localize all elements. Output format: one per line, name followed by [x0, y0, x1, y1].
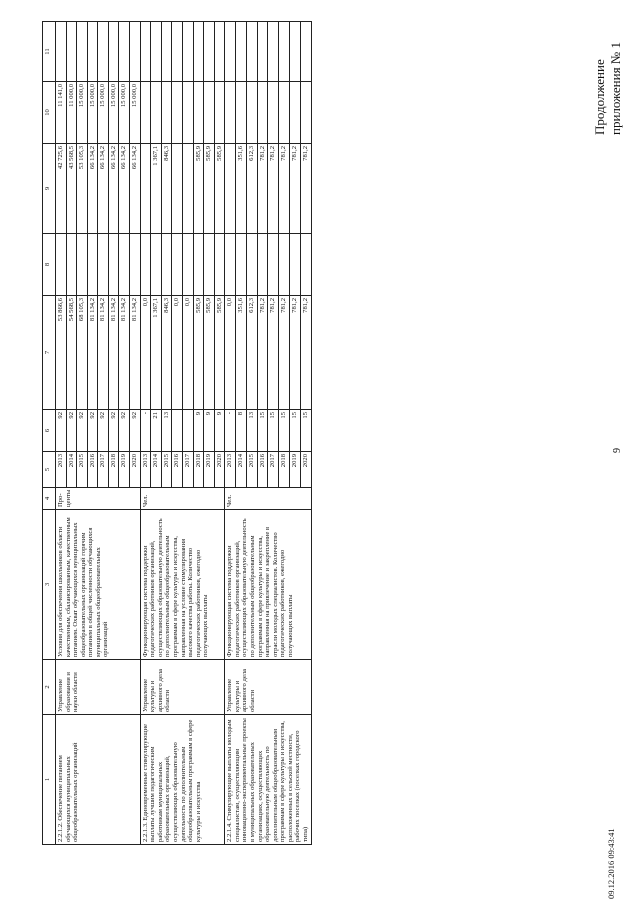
value-cell: [225, 22, 236, 82]
value-cell: 15 000,0: [98, 82, 109, 144]
value-cell: 585,9: [204, 296, 215, 410]
value-cell: 81 134,2: [87, 296, 98, 410]
value-cell: [151, 22, 162, 82]
value-cell: [204, 22, 215, 82]
value-cell: 15: [289, 410, 300, 452]
value-cell: 81 134,2: [119, 296, 130, 410]
measure-cell: 2.2.1.4. Стимулирующие выплаты молодым специалистам, осуществляющим инновационно-экспериментальные проекты в муниципальных образовательных организациях, осуществляющих образовательную деятельность по дополнительным общеобразовательным программам в сфере культуры и искусства, расположенных в сельской местности, рабочих поселках (поселках городского типа): [225, 715, 311, 845]
value-cell: [257, 22, 268, 82]
value-cell: [161, 82, 172, 144]
year-cell: 2019: [289, 452, 300, 488]
value-cell: 54 568,5: [66, 296, 77, 410]
value-cell: [289, 234, 300, 296]
value-cell: 92: [77, 410, 88, 452]
value-cell: [257, 234, 268, 296]
value-cell: [151, 82, 162, 144]
value-cell: 781,2: [268, 296, 279, 410]
unit-cell: Чел.: [140, 488, 225, 510]
value-cell: 0,0: [140, 296, 151, 410]
measure-cell: 2.2.1.3. Единовременные стимулирующие выплаты лучшим педагогическим работникам муниципальных образовательных организаций, осуществляющих образовательную деятельность по дополнительным общеобразовательным программам в сфере культуры и искусства: [140, 715, 225, 845]
value-cell: [193, 22, 204, 82]
column-number-row: [43, 22, 56, 845]
value-cell: [140, 234, 151, 296]
value-cell: [172, 144, 183, 234]
value-cell: [182, 82, 193, 144]
value-cell: 13: [161, 410, 172, 452]
year-cell: 2015: [77, 452, 88, 488]
value-cell: 81 134,2: [108, 296, 119, 410]
value-cell: 15 000,0: [108, 82, 119, 144]
value-cell: [140, 82, 151, 144]
value-cell: 8: [236, 410, 247, 452]
value-cell: 81 134,2: [130, 296, 141, 410]
column-number: 4: [43, 488, 56, 510]
value-cell: [268, 82, 279, 144]
column-number: 3: [43, 510, 56, 660]
value-cell: [225, 234, 236, 296]
value-cell: [151, 234, 162, 296]
value-cell: [289, 22, 300, 82]
value-cell: [66, 234, 77, 296]
value-cell: 9: [204, 410, 215, 452]
value-cell: [87, 234, 98, 296]
value-cell: [172, 82, 183, 144]
value-cell: [77, 22, 88, 82]
value-cell: 92: [56, 410, 67, 452]
value-cell: [300, 82, 311, 144]
value-cell: 53 866,6: [56, 296, 67, 410]
value-cell: 53 105,3: [77, 144, 88, 234]
value-cell: [204, 82, 215, 144]
value-cell: 781,2: [268, 144, 279, 234]
value-cell: 92: [98, 410, 109, 452]
year-cell: 2013: [225, 452, 236, 488]
executor-cell: Управление культуры и архивного дела области: [225, 660, 311, 715]
value-cell: 81 134,2: [98, 296, 109, 410]
value-cell: 66 134,2: [98, 144, 109, 234]
value-cell: 92: [66, 410, 77, 452]
value-cell: 585,9: [214, 144, 225, 234]
indicator-cell: Функционирующая система поддержки педагогических работников организаций, осуществляющих образовательную деятельность по дополнительным общеобразовательным программам в сфере культуры и искусства, направленная на условие стимулирования высокого качества работы. Количество педагогических работников, ежегодно получающих выплаты: [140, 510, 225, 660]
value-cell: 13: [246, 410, 257, 452]
value-cell: 781,2: [289, 144, 300, 234]
value-cell: [182, 234, 193, 296]
value-cell: [108, 22, 119, 82]
value-cell: [87, 22, 98, 82]
value-cell: [161, 22, 172, 82]
value-cell: 781,2: [279, 296, 290, 410]
year-cell: 2016: [172, 452, 183, 488]
value-cell: [140, 22, 151, 82]
year-cell: 2014: [66, 452, 77, 488]
value-cell: 43 568,5: [66, 144, 77, 234]
year-cell: 2016: [257, 452, 268, 488]
value-cell: [279, 82, 290, 144]
value-cell: 585,9: [193, 296, 204, 410]
column-number: 6: [43, 410, 56, 452]
year-cell: 2014: [151, 452, 162, 488]
value-cell: 15 000,0: [87, 82, 98, 144]
value-cell: [300, 22, 311, 82]
table-row: [225, 22, 236, 845]
column-number: 2: [43, 660, 56, 715]
value-cell: 1 367,1: [151, 144, 162, 234]
value-cell: [77, 234, 88, 296]
value-cell: [98, 22, 109, 82]
value-cell: [289, 82, 300, 144]
value-cell: 351,6: [236, 296, 247, 410]
year-cell: 2015: [161, 452, 172, 488]
value-cell: 781,2: [257, 296, 268, 410]
unit-cell: Про-центы: [56, 488, 141, 510]
table-body: [43, 22, 312, 845]
indicator-cell: Условия для обеспечения школьников области качественным, сбалансированным, качественным питанием. Охват обучающихся муниципальных общеобразовательных организаций горячим питанием в общей численности обучающихся муниципальных общеобразовательных организаций: [56, 510, 141, 660]
value-cell: [119, 22, 130, 82]
value-cell: [172, 234, 183, 296]
year-cell: 2019: [204, 452, 215, 488]
continuation-title: Продолжение приложения № 1: [592, 42, 623, 135]
value-cell: [246, 22, 257, 82]
year-cell: 2015: [246, 452, 257, 488]
value-cell: 612,3: [246, 144, 257, 234]
value-cell: [214, 234, 225, 296]
column-number: 7: [43, 296, 56, 410]
value-cell: 92: [87, 410, 98, 452]
value-cell: 1 367,1: [151, 296, 162, 410]
value-cell: 0,0: [225, 296, 236, 410]
value-cell: [119, 234, 130, 296]
year-cell: 2014: [236, 452, 247, 488]
value-cell: 66 134,2: [87, 144, 98, 234]
column-number: 5: [43, 452, 56, 488]
executor-cell: Управление культуры и архивного дела области: [140, 660, 225, 715]
value-cell: 11 000,0: [66, 82, 77, 144]
value-cell: [257, 82, 268, 144]
value-cell: 66 134,2: [108, 144, 119, 234]
value-cell: 15: [268, 410, 279, 452]
column-number: 8: [43, 234, 56, 296]
value-cell: 585,9: [193, 144, 204, 234]
value-cell: [172, 410, 183, 452]
value-cell: 846,3: [161, 296, 172, 410]
value-cell: 92: [119, 410, 130, 452]
value-cell: 15: [279, 410, 290, 452]
value-cell: [108, 234, 119, 296]
year-cell: 2020: [300, 452, 311, 488]
value-cell: 66 134,2: [130, 144, 141, 234]
value-cell: [130, 22, 141, 82]
value-cell: 846,3: [161, 144, 172, 234]
value-cell: 42 725,6: [56, 144, 67, 234]
value-cell: 92: [130, 410, 141, 452]
value-cell: 9: [214, 410, 225, 452]
value-cell: 15: [257, 410, 268, 452]
value-cell: [193, 234, 204, 296]
value-cell: [236, 234, 247, 296]
value-cell: 66 134,2: [119, 144, 130, 234]
column-number: 1: [43, 715, 56, 845]
value-cell: [268, 22, 279, 82]
year-cell: 2018: [279, 452, 290, 488]
value-cell: 92: [108, 410, 119, 452]
executor-cell: Управление образования и науки области: [56, 660, 141, 715]
value-cell: [268, 234, 279, 296]
page-number: 9: [612, 448, 623, 453]
value-cell: 585,9: [214, 296, 225, 410]
value-cell: 781,2: [289, 296, 300, 410]
value-cell: 15 000,0: [119, 82, 130, 144]
measure-cell: 2.2.1.2. Обеспечение питанием обучающихся муниципальных общеобразовательных организаций: [56, 715, 141, 845]
year-cell: 2018: [108, 452, 119, 488]
year-cell: 2017: [182, 452, 193, 488]
value-cell: 781,2: [257, 144, 268, 234]
column-number: 10: [43, 82, 56, 144]
value-cell: -: [225, 410, 236, 452]
value-cell: 15: [300, 410, 311, 452]
value-cell: 585,9: [204, 144, 215, 234]
value-cell: [214, 22, 225, 82]
value-cell: [56, 22, 67, 82]
value-cell: [56, 234, 67, 296]
value-cell: 21: [151, 410, 162, 452]
year-cell: 2018: [193, 452, 204, 488]
value-cell: 11 141,0: [56, 82, 67, 144]
value-cell: [279, 234, 290, 296]
value-cell: [236, 82, 247, 144]
value-cell: [182, 144, 193, 234]
year-cell: 2013: [140, 452, 151, 488]
value-cell: [246, 82, 257, 144]
year-cell: 2019: [119, 452, 130, 488]
table-row: [140, 22, 151, 845]
value-cell: [140, 144, 151, 234]
value-cell: [161, 234, 172, 296]
value-cell: [300, 234, 311, 296]
unit-cell: Чел.: [225, 488, 311, 510]
year-cell: 2013: [56, 452, 67, 488]
value-cell: 0,0: [182, 296, 193, 410]
value-cell: 68 105,3: [77, 296, 88, 410]
value-cell: 781,2: [300, 144, 311, 234]
column-number: 9: [43, 144, 56, 234]
value-cell: [172, 22, 183, 82]
value-cell: [204, 234, 215, 296]
value-cell: [66, 22, 77, 82]
value-cell: [182, 410, 193, 452]
footer-timestamp: 09.12.2016 09:43:41: [606, 828, 616, 899]
value-cell: -: [140, 410, 151, 452]
table-row: [56, 22, 67, 845]
value-cell: [98, 234, 109, 296]
value-cell: 781,2: [279, 144, 290, 234]
value-cell: 15 000,0: [130, 82, 141, 144]
year-cell: 2020: [214, 452, 225, 488]
indicator-cell: Функционирующая система поддержки педагогических работников организаций, осуществляющих образовательную деятельность по дополнительным общеобразовательным программам в сфере культуры и искусства, направленная на привлечение и закрепление в отрасли молодых специалистов. Количество педагогических работников, ежегодно получающих выплаты: [225, 510, 311, 660]
value-cell: [130, 234, 141, 296]
year-cell: 2020: [130, 452, 141, 488]
value-cell: 9: [193, 410, 204, 452]
value-cell: 0,0: [172, 296, 183, 410]
year-cell: 2017: [268, 452, 279, 488]
value-cell: 351,6: [236, 144, 247, 234]
value-cell: [279, 22, 290, 82]
year-cell: 2017: [98, 452, 109, 488]
value-cell: [236, 22, 247, 82]
value-cell: [225, 82, 236, 144]
year-cell: 2016: [87, 452, 98, 488]
value-cell: [214, 82, 225, 144]
value-cell: 612,3: [246, 296, 257, 410]
value-cell: 781,2: [300, 296, 311, 410]
column-number: 11: [43, 22, 56, 82]
value-cell: [182, 22, 193, 82]
value-cell: [225, 144, 236, 234]
value-cell: [193, 82, 204, 144]
value-cell: [246, 234, 257, 296]
value-cell: 15 000,0: [77, 82, 88, 144]
appendix-table: [42, 21, 312, 845]
